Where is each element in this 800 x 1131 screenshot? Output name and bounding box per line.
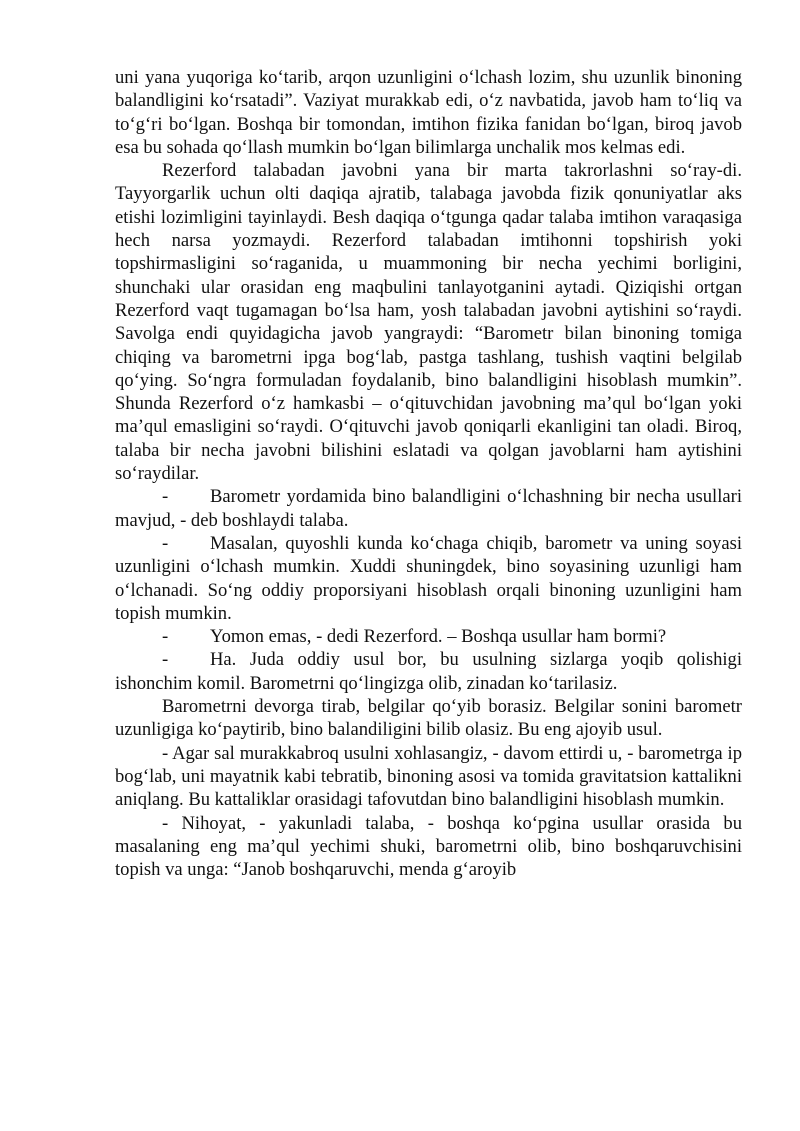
paragraph-4: - Agar sal murakkabroq usulni xohlasangiz, - davom ettirdi u, - barometrga ip bogʻlab, uni mayatnik kabi tebratib, binoning asosi va tomida gravitatsion kattalikni aniqlang. Bu kattaliklar orasidagi tafovutdan bino balandligini hisoblash mumkin. (115, 742, 742, 811)
document-page (115, 66, 742, 881)
dialogue-text: Masalan, quyoshli kunda koʻchaga chiqib, barometr va uning soyasi uzunligini oʻlchash mumkin. Xuddi shuningdek, bino soyasining uzunligi ham oʻlchanadi. Soʻng oddiy proporsiyani hisoblash orqali binoning uzunligini ham topish mumkin. (115, 532, 742, 624)
dialogue-line-4 (115, 648, 742, 695)
dialogue-dash: - (162, 532, 169, 554)
dialogue-text: Ha. Juda oddiy usul bor, bu usulning sizlarga yoqib qolishigi ishonchim komil. Barometrni qoʻlingizga olib, zinadan koʻtarilasiz. (115, 649, 742, 694)
paragraph-1: uni yana yuqoriga koʻtarib, arqon uzunligini oʻlchash lozim, shu uzunlik binoning balandligini koʻrsatadi”. Vaziyat murakkab edi, oʻz navbatida, javob ham toʻliq va toʻgʻri boʻlgan. Boshqa bir tomondan, imtihon fizika fanidan boʻlgan, biroq javob esa bu sohada qoʻllash mumkin boʻlgan bilimlarga unchalik mos kelmas edi. (115, 67, 742, 158)
dialogue-line-1 (115, 485, 742, 532)
paragraph-3: Barometrni devorga tirab, belgilar qoʻyib borasiz. Belgilar sonini barometr uzunligiga koʻpaytirib, bino balandiligini bilib olasiz. Bu eng ajoyib usul. (115, 696, 742, 741)
dialogue-line-2 (115, 532, 742, 625)
paragraph-2: Rezerford talabadan javobni yana bir marta takrorlashni soʻray-di. Tayyorgarlik uchun olti daqiqa ajratib, talabaga javobda fizik qonuniyatlar aks etishi lozimligini tayinlaydi. Besh daqiqa oʻtgunga qadar talaba imtihon varaqasiga hech narsa yozmaydi. Rezerford talabadan imtihonni topshirish yoki topshirmasligini soʻraganida, u muammoning bir necha yechimi borligini, shunchaki ular orasidan eng maqbulini tanlayotganini aytadi. Qiziqishi ortgan Rezerford vaqt tugamagan boʻlsa ham, yosh talabadan javobni aytishini soʻraydi. Savolga endi quyidagicha javob yangraydi: “Barometr bilan binoning tomiga chiqing va barometrni ipga bogʻlab, pastga tashlang, tushish vaqtini belgilab qoʻying. Soʻngra formuladan foydalanib, bino balandligini hisoblash mumkin”. Shunda Rezerford oʻz hamkasbi – oʻqituvchidan javobning maʼqul boʻlgan yoki maʼqul emasligini soʻraydi. Oʻqituvchi javob qoniqarli ekanligini tan oladi. Biroq, talaba bir necha javobni bilishini eslatadi va qolgan javoblarni ham aytishini soʻraydilar. (115, 160, 742, 485)
dialogue-line-3 (115, 625, 742, 648)
paragraph-5: - Nihoyat, - yakunladi talaba, - boshqa koʻpgina usullar orasida bu masalaning eng maʼqul yechimi shuki, barometrni olib, bino boshqaruvchisini topish va unga: “Janob boshqaruvchi, menda gʻaroyib (115, 812, 742, 881)
dialogue-dash: - (162, 626, 169, 648)
dialogue-text: Barometr yordamida bino balandligini oʻlchashning bir necha usullari mavjud, - deb boshlaydi talaba. (115, 486, 742, 531)
dialogue-text: Yomon emas, - dedi Rezerford. – Boshqa usullar ham bormi? (210, 626, 667, 648)
dialogue-dash: - (162, 649, 169, 671)
dialogue-dash: - (162, 486, 169, 508)
